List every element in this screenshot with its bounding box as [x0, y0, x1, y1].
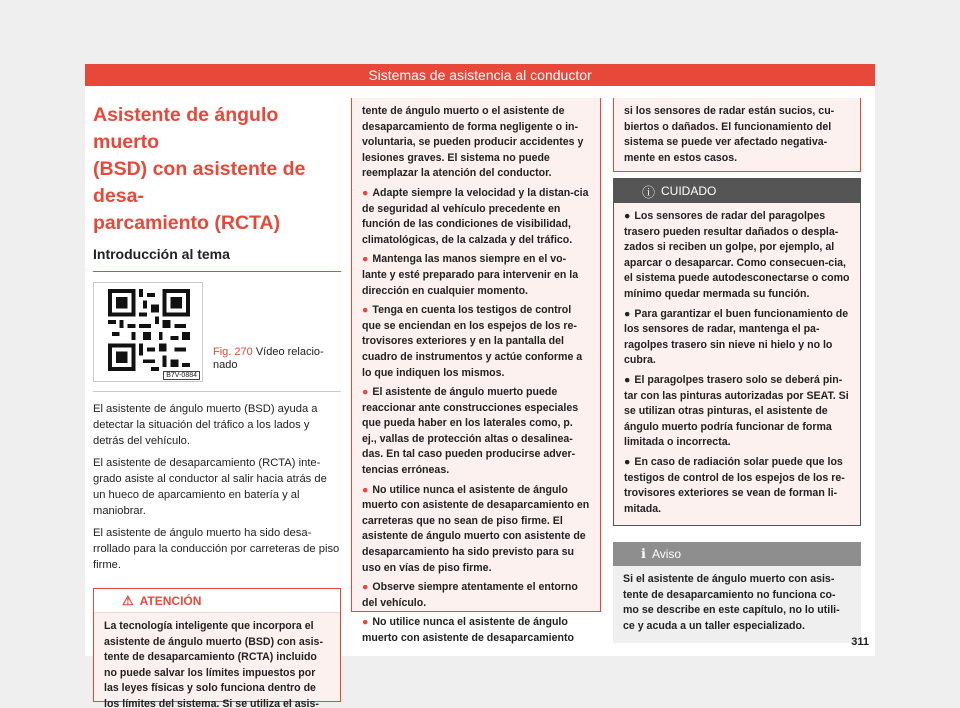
caution-bullet — [624, 455, 850, 517]
figure-caption — [203, 282, 324, 383]
page-number: 311 — [851, 636, 869, 648]
warning-tail: si los sensores de radar están sucios, cu-biertos o dañados. El funcionamiento del sistema se puede ver afectado negativa-mente en estos casos. — [624, 105, 835, 164]
info-icon: ℹ — [641, 546, 646, 562]
bullet-text: Mantenga las manos siempre en el vo-lante y esté preparado para intervenir en la dirección en cualquier momento. — [362, 253, 579, 297]
info-circle-icon: ⓘ — [642, 184, 656, 200]
notice-header — [613, 542, 861, 566]
bullet-text: Adapte siempre la velocidad y la distan-cia de seguridad al vehículo precedente en función de las condiciones de visibilidad, climatológicas, de la calzada y del tráfico. — [362, 186, 589, 246]
bullet-icon: ● — [362, 616, 369, 629]
warning-bullet — [362, 252, 590, 299]
qr-code-icon — [108, 289, 190, 371]
warning-continued — [352, 98, 600, 655]
column-middle — [351, 98, 601, 644]
bullet-text: No utilice nunca el asistente de ángulo muerto con asistente de desaparcamiento — [362, 616, 574, 644]
column-right — [613, 98, 861, 643]
warning-bullet — [362, 186, 590, 248]
warning-bullet — [362, 615, 590, 646]
bullet-text: En caso de radiación solar puede que los testigos de control de los espejos de los re-trovisores exteriores se vean de forman li-mitada. — [624, 455, 845, 515]
bullet-text: No utilice nunca el asistente de ángulo muerto con asistente de desaparcamiento en carreteras que no sean de piso firme. El asistente de ángulo muerto con asistente de desaparcamiento ha sido previsto para su uso en vías de piso firme. — [362, 483, 590, 574]
warning-text: La tecnología inteligente que incorpora el asistente de ángulo muerto (BSD) con asis-tente de desaparcamiento (RCTA) incluido no puede salvar los límites impuestos por las leyes físicas y solo funciona dentro de los límites del sistema. Si se utiliza el asis- — [104, 620, 323, 708]
warning-bullet — [362, 483, 590, 577]
bullet-icon: ● — [362, 483, 369, 496]
bullet-icon: ● — [624, 455, 631, 468]
bullet-icon: ● — [362, 386, 369, 399]
bullet-icon: ● — [362, 186, 369, 199]
figure-number: Fig. 270 — [213, 346, 253, 358]
bullet-text: Tenga en cuenta los testigos de control que se enciendan en los espejos de los re-trovisores exteriores y en la pantalla del cuadro de instrumentos y actúe conforme a lo que indiquen los mismos. — [362, 304, 583, 379]
figure-code: B7V-0884 — [163, 371, 200, 380]
section-title-line: Asistente de ángulo muerto — [93, 104, 279, 153]
figure — [93, 282, 341, 392]
bullet-icon: ● — [624, 210, 631, 222]
page-header: Sistemas de asistencia al conductor — [85, 64, 875, 86]
warning-label: ATENCIÓN — [139, 593, 202, 608]
column-left — [93, 102, 341, 708]
bullet-icon: ● — [362, 581, 369, 594]
caution-label: CUIDADO — [661, 184, 717, 198]
notice-label: Aviso — [651, 547, 682, 562]
section-title-line: parcamiento (RCTA) — [93, 212, 281, 234]
paragraph: El asistente de ángulo muerto ha sido desa-rrollado para la conducción por carreteras de piso firme. — [93, 527, 340, 571]
caution-box — [613, 178, 861, 526]
bullet-icon: ● — [624, 373, 631, 386]
caution-header — [614, 179, 860, 203]
bullet-text: El asistente de ángulo muerto puede reaccionar ante construcciones especiales que pueda haber en los laterales como, p. ej., vallas de protección altas o desalinea-das. En tal caso pueden producirse adver-tencias erróneas. — [362, 386, 579, 477]
warning-bullet — [362, 303, 590, 381]
bullet-text: Para garantizar el buen funcionamiento de los sensores de radar, mantenga el pa-ragolpes trasero sin nieve ni hielo y no lo cubra. — [624, 307, 849, 367]
warning-box-tail — [613, 98, 861, 172]
warning-continued-text: tente de ángulo muerto o el asistente de desaparcamiento de forma negligente o in-voluntaria, se pueden producir accidentes y lesiones graves. El sistema no puede reemplazar la atención del conductor. — [362, 105, 584, 180]
section-subtitle: Introducción al tema — [93, 245, 341, 272]
bullet-text: Observe siempre atentamente el entorno del vehículo. — [362, 581, 578, 609]
bullet-icon: ● — [624, 307, 631, 320]
warning-bullet — [362, 385, 590, 479]
caution-bullet — [624, 373, 850, 451]
bullet-text: Los sensores de radar del paragolpes trasero pueden resultar dañados o despla-zados si reciben un golpe, por ejemplo, al aparcar o desaparcar. Como consecuen-cia, el sistema puede autodesconectarse o como mínimo quedar mermada su función. — [624, 210, 850, 300]
manual-page — [85, 64, 875, 708]
warning-box-continued — [351, 98, 601, 644]
section-title-line: (BSD) con asistente de desa- — [93, 158, 306, 207]
bullet-icon: ● — [362, 304, 369, 317]
warning-triangle-icon: ⚠ — [122, 592, 134, 608]
figure-caption-text: Vídeo relacio- — [255, 346, 324, 358]
paragraph: El asistente de desaparcamiento (RCTA) inte-grado asiste al conductor al salir hacia atrás de un hueco de aparcamiento en batería y al maniobrar. — [93, 457, 327, 517]
bullet-icon: ● — [362, 253, 369, 266]
qr-video-link[interactable] — [93, 282, 203, 382]
warning-box — [93, 588, 341, 708]
notice-box — [613, 542, 861, 642]
caution-text — [614, 203, 860, 525]
bullet-text: El paragolpes trasero solo se deberá pin-tar con las pinturas autorizadas por SEAT. Si se utilizan otras pinturas, el asistente de ángulo muerto podría funcionar de forma limitada o incorrecta. — [624, 373, 849, 449]
warning-header — [94, 589, 340, 613]
figure-caption-text: nado — [213, 359, 238, 371]
caution-bullet — [624, 209, 850, 303]
caution-bullet — [624, 307, 850, 369]
section-title — [93, 102, 341, 237]
notice-text: Si el asistente de ángulo muerto con asis-tente de desaparcamiento no funciona co-mo se describe en este capítulo, no lo utili-ce y acuda a un taller especializado. — [623, 573, 840, 633]
paragraph: El asistente de ángulo muerto (BSD) ayuda a detectar la situación del tráfico a los lados y detrás del vehículo. — [93, 403, 318, 447]
warning-bullet — [362, 580, 590, 611]
